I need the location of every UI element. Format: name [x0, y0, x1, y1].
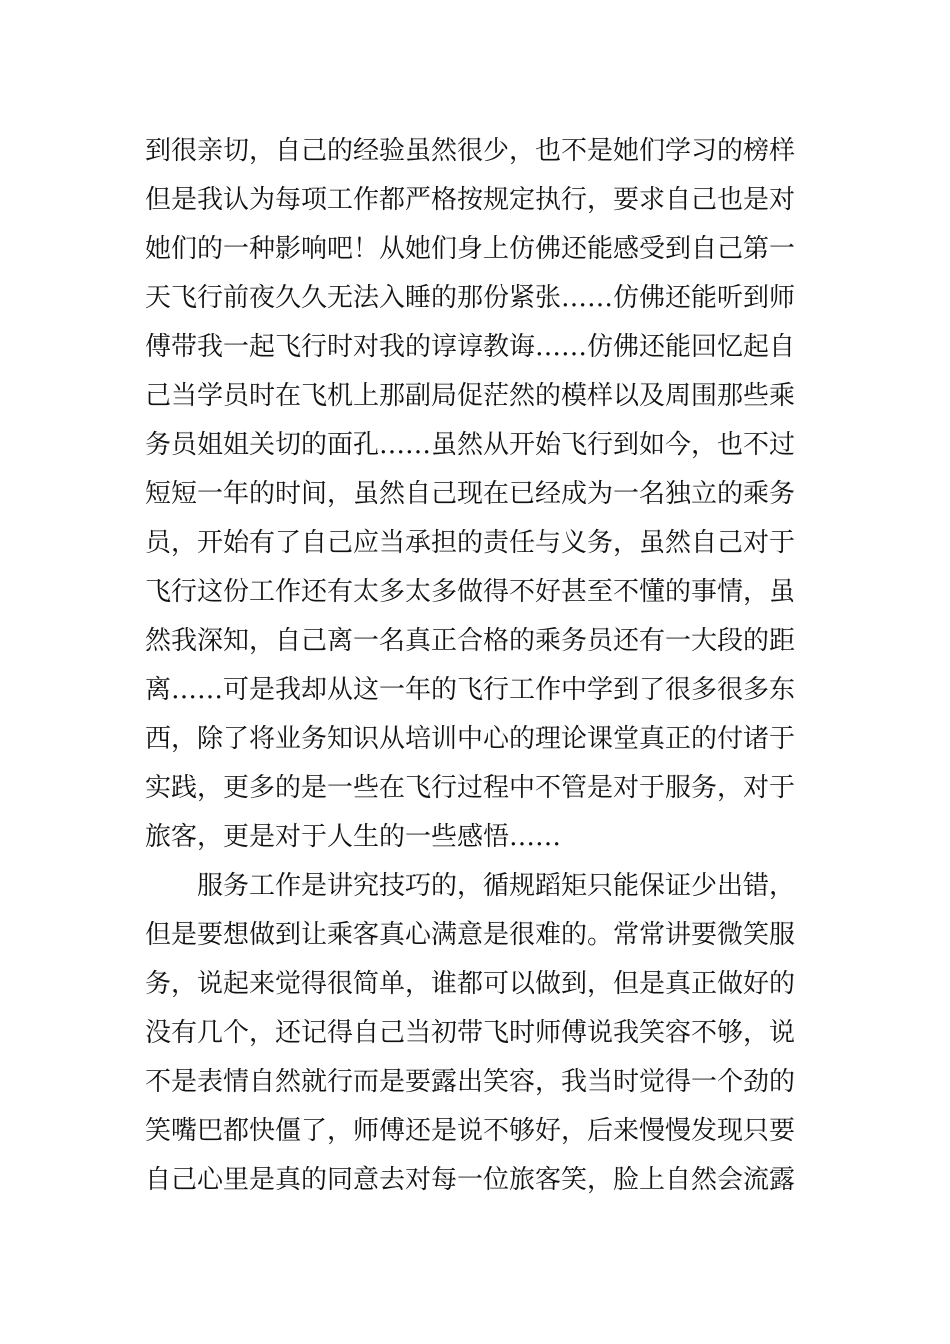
- text-line: 不是表情自然就行而是要露出笑容，我当时觉得一个劲的: [145, 1067, 796, 1097]
- text-line: 自己心里是真的同意去对每一位旅客笑，脸上自然会流露: [145, 1165, 796, 1195]
- text-line: 但是要想做到让乘客真心满意是很难的。常常讲要微笑服: [145, 920, 796, 950]
- body-text: [145, 127, 810, 1205]
- text-line: 务，说起来觉得很简单，谁都可以做到，但是真正做好的: [145, 969, 796, 999]
- text-line: 务员姐姐关切的面孔……虽然从开始飞行到如今，也不过: [145, 430, 796, 460]
- text-line: 天飞行前夜久久无法入睡的那份紧张……仿佛还能听到师: [145, 283, 796, 313]
- paragraph-start-line: 服务工作是讲究技巧的，循规蹈矩只能保证少出错，: [197, 871, 796, 901]
- text-line: 然我深知，自己离一名真正合格的乘务员还有一大段的距: [145, 626, 796, 656]
- text-line: 飞行这份工作还有太多太多做得不好甚至不懂的事情，虽: [145, 577, 796, 607]
- text-line: 到很亲切，自己的经验虽然很少，也不是她们学习的榜样: [145, 136, 796, 166]
- text-line: 员，开始有了自己应当承担的责任与义务，虽然自己对于: [145, 528, 796, 558]
- text-line: 短短一年的时间，虽然自己现在已经成为一名独立的乘务: [145, 479, 796, 509]
- text-line: 离……可是我却从这一年的飞行工作中学到了很多很多东: [145, 675, 796, 705]
- text-line: 笑嘴巴都快僵了，师傅还是说不够好，后来慢慢发现只要: [145, 1116, 796, 1146]
- text-line: 她们的一种影响吧！从她们身上仿佛还能感受到自己第一: [145, 234, 796, 264]
- text-line: 己当学员时在飞机上那副局促茫然的模样以及周围那些乘: [145, 381, 796, 411]
- text-line: 西，除了将业务知识从培训中心的理论课堂真正的付诸于: [145, 724, 796, 754]
- text-line: 旅客，更是对于人生的一些感悟……: [145, 822, 562, 852]
- text-line: 傅带我一起飞行时对我的谆谆教诲……仿佛还能回忆起自: [145, 332, 796, 362]
- text-line: 但是我认为每项工作都严格按规定执行，要求自己也是对: [145, 185, 796, 215]
- text-line: 实践，更多的是一些在飞行过程中不管是对于服务，对于: [145, 773, 796, 803]
- text-line: 没有几个，还记得自己当初带飞时师傅说我笑容不够，说: [145, 1018, 796, 1048]
